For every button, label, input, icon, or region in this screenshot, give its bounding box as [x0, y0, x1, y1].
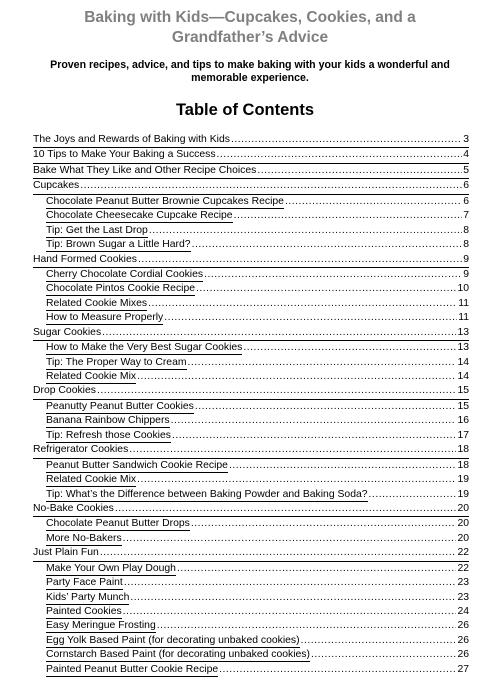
- toc-dot-leader: [219, 663, 456, 677]
- toc-entry-label: Easy Meringue Frosting: [46, 620, 156, 632]
- toc-page-number: 19: [457, 488, 469, 500]
- toc-subsection-link[interactable]: [33, 648, 469, 662]
- toc-page-number: 13: [457, 342, 469, 354]
- toc-subsection-link[interactable]: [33, 238, 469, 252]
- toc-page-number: 27: [457, 663, 469, 675]
- toc-subsection-link[interactable]: [33, 341, 469, 355]
- toc-entry-label: Sugar Cookies: [33, 326, 102, 338]
- toc-entry-label: 10 Tips to Make Your Baking a Success: [33, 149, 216, 161]
- toc-page-number: 24: [457, 606, 469, 617]
- toc-page-number: 11: [458, 297, 469, 309]
- toc-dot-leader: [369, 488, 457, 502]
- toc-section-link[interactable]: [33, 384, 469, 399]
- toc-page-number: 15: [457, 385, 469, 397]
- toc-entry-label: Painted Peanut Butter Cookie Recipe: [46, 663, 219, 675]
- toc-page-number: 20: [457, 502, 469, 514]
- toc-entry-label: No-Bake Cookies: [33, 502, 114, 514]
- toc-subsection-link[interactable]: [33, 619, 469, 633]
- toc-page-number: 7: [463, 210, 469, 222]
- toc-dot-leader: [172, 429, 457, 443]
- toc-entry-label: Bake What They Like and Other Recipe Choices: [33, 164, 257, 176]
- toc-dot-leader: [97, 384, 456, 398]
- toc-subsection-link[interactable]: [33, 414, 469, 428]
- toc-dot-leader: [124, 576, 457, 590]
- toc-dot-leader: [138, 253, 462, 267]
- toc-entry-label: Peanut Butter Sandwich Cookie Recipe: [46, 459, 228, 471]
- toc-entry-label: Make Your Own Play Dough: [46, 562, 176, 574]
- toc-dot-leader: [100, 546, 457, 560]
- toc-page-number: 18: [457, 459, 469, 471]
- toc-page-number: 15: [457, 400, 469, 412]
- toc-dot-leader: [157, 619, 457, 633]
- toc-entry-label: Tip: Get the Last Drop: [46, 224, 148, 236]
- toc-section-link[interactable]: [33, 179, 469, 194]
- toc-entry-label: Related Cookie Mix: [46, 371, 137, 382]
- toc-subsection-link[interactable]: [33, 591, 469, 605]
- toc-page-number: 20: [457, 532, 469, 544]
- toc-subsection-link[interactable]: [33, 663, 469, 677]
- toc-dot-leader: [130, 591, 456, 605]
- toc-dot-leader: [149, 224, 462, 238]
- toc-subsection-link[interactable]: [33, 268, 469, 282]
- toc-page-number: 19: [457, 474, 469, 486]
- toc-dot-leader: [311, 648, 456, 662]
- document-title: Baking with Kids—Cupcakes, Cookies, and a Grandfather’s Advice: [84, 9, 416, 46]
- toc-entry-label: Drop Cookies: [33, 385, 96, 397]
- toc-page-number: 3: [463, 134, 469, 145]
- toc-page-number: 17: [457, 429, 469, 441]
- toc-dot-leader: [129, 443, 456, 457]
- toc-subsection-link[interactable]: [33, 429, 469, 443]
- toc-dot-leader: [196, 282, 456, 296]
- toc-page-number: 14: [457, 356, 469, 368]
- toc-page-number: 5: [463, 164, 469, 176]
- toc-dot-leader: [137, 473, 456, 487]
- toc-section-link[interactable]: [33, 133, 469, 148]
- toc-entry-label: Tip: Brown Sugar a Little Hard?: [46, 239, 191, 251]
- toc-page-number: 9: [463, 253, 469, 265]
- toc-page-number: 26: [457, 649, 469, 661]
- toc-page-number: 11: [458, 312, 469, 324]
- toc-subsection-link[interactable]: [33, 562, 469, 576]
- toc-dot-leader: [192, 238, 463, 252]
- toc-subsection-link[interactable]: [33, 209, 469, 223]
- toc-page-number: 10: [457, 283, 469, 295]
- toc-entry-label: Banana Rainbow Chippers: [46, 415, 170, 427]
- toc-dot-leader: [123, 532, 457, 546]
- toc-dot-leader: [285, 195, 462, 209]
- toc-entry-label: Chocolate Cheesecake Cupcake Recipe: [46, 210, 233, 222]
- toc-dot-leader: [191, 517, 457, 531]
- toc-entry-label: How to Measure Properly: [46, 312, 164, 324]
- toc-entry-label: Related Cookie Mix: [46, 474, 137, 486]
- toc-page-number: 23: [457, 591, 469, 603]
- toc-section-link[interactable]: [33, 326, 469, 341]
- toc-dot-leader: [137, 370, 456, 384]
- toc-subsection-link[interactable]: [33, 459, 469, 473]
- toc-dot-leader: [229, 459, 456, 473]
- toc-entry-label: Related Cookie Mixes: [46, 297, 148, 309]
- toc-page-number: 26: [457, 620, 469, 632]
- toc-entry-label: Peanutty Peanut Butter Cookies: [46, 400, 194, 412]
- toc-subsection-link[interactable]: [33, 282, 469, 296]
- toc-subsection-link[interactable]: [33, 224, 469, 238]
- toc-page-number: 13: [457, 326, 469, 338]
- toc-entry-label: Chocolate Peanut Butter Drops: [46, 518, 190, 530]
- toc-page-number: 6: [463, 180, 469, 192]
- toc-page-number: 22: [457, 547, 469, 559]
- toc-entry-label: Painted Cookies: [46, 606, 122, 617]
- toc-dot-leader: [148, 297, 457, 311]
- toc-subsection-link[interactable]: [33, 634, 469, 648]
- toc-dot-leader: [234, 209, 463, 223]
- toc-page-number: 6: [463, 195, 469, 207]
- toc-subsection-link[interactable]: [33, 576, 469, 590]
- toc-dot-leader: [217, 148, 463, 162]
- toc-entry-label: Just Plain Fun: [33, 547, 99, 559]
- toc-entry-label: Tip: Refresh those Cookies: [46, 429, 171, 441]
- toc-dot-leader: [204, 268, 462, 282]
- toc-heading: Table of Contents: [175, 101, 315, 119]
- toc-dot-leader: [243, 341, 456, 355]
- toc-dot-leader: [123, 605, 457, 619]
- toc-section-link[interactable]: [33, 502, 469, 517]
- toc-section-link[interactable]: [33, 148, 469, 163]
- toc-entry-label: Party Face Paint: [46, 577, 123, 589]
- toc-dot-leader: [301, 634, 457, 648]
- toc-subsection-link[interactable]: [33, 605, 469, 619]
- toc-page-number: 14: [457, 371, 469, 382]
- toc-subsection-link[interactable]: [33, 297, 469, 311]
- toc-entry-label: More No-Bakers: [46, 532, 122, 544]
- toc-dot-leader: [164, 311, 457, 325]
- toc-section-link[interactable]: [33, 253, 469, 268]
- toc-entry-label: Cupcakes: [33, 180, 80, 192]
- toc-dot-leader: [231, 133, 462, 147]
- toc-subsection-link[interactable]: [33, 195, 469, 209]
- toc-dot-leader: [195, 400, 457, 414]
- toc-subsection-link[interactable]: [33, 517, 469, 531]
- toc-page-number: 16: [457, 415, 469, 427]
- toc-dot-leader: [177, 562, 456, 576]
- toc-entry-label: Egg Yolk Based Paint (for decorating unbaked cookies): [46, 634, 300, 646]
- toc-entry-label: Hand Formed Cookies: [33, 253, 137, 265]
- toc-subsection-link[interactable]: [33, 532, 469, 546]
- toc-entry-label: Refrigerator Cookies: [33, 444, 129, 456]
- toc-dot-leader: [115, 502, 457, 516]
- toc-entry-label: Chocolate Peanut Butter Brownie Cupcakes Recipe: [46, 195, 284, 207]
- toc-page-number: 18: [457, 444, 469, 456]
- toc-page-number: 8: [463, 239, 469, 251]
- toc-subsection-link[interactable]: [33, 370, 469, 384]
- toc-page-number: 8: [463, 224, 469, 236]
- toc-page-number: 22: [457, 562, 469, 574]
- toc-subsection-link[interactable]: [33, 356, 469, 370]
- toc-dot-leader: [80, 179, 462, 193]
- toc-subsection-link[interactable]: [33, 311, 469, 325]
- toc-dot-leader: [257, 164, 462, 178]
- toc-page-number: 9: [463, 268, 469, 280]
- toc-section-link[interactable]: [33, 164, 469, 179]
- toc-section-link[interactable]: [33, 546, 469, 561]
- toc-dot-leader: [102, 326, 456, 340]
- toc-page-number: 20: [457, 518, 469, 530]
- toc-subsection-link[interactable]: [33, 488, 469, 502]
- toc-section-link[interactable]: [33, 443, 469, 458]
- toc-entry-label: Chocolate Pintos Cookie Recipe: [46, 283, 196, 295]
- toc-entry-label: How to Make the Very Best Sugar Cookies: [46, 342, 243, 354]
- toc-entry-label: Kids’ Party Munch: [46, 591, 130, 603]
- toc-dot-leader: [188, 356, 457, 370]
- table-of-contents: [33, 133, 469, 677]
- toc-subsection-link[interactable]: [33, 400, 469, 414]
- document-subtitle: Proven recipes, advice, and tips to make baking with your kids a wonderful and memorable experience.: [50, 59, 450, 84]
- toc-entry-label: The Joys and Rewards of Baking with Kids: [33, 134, 230, 145]
- toc-page-number: 26: [457, 634, 469, 646]
- toc-entry-label: Tip: The Proper Way to Cream: [46, 356, 187, 368]
- toc-page-number: 23: [457, 577, 469, 589]
- toc-page-number: 4: [463, 149, 469, 161]
- toc-entry-label: Tip: What’s the Difference between Baking Powder and Baking Soda?: [46, 488, 368, 500]
- toc-entry-label: Cherry Chocolate Cordial Cookies: [46, 268, 204, 280]
- toc-dot-leader: [171, 414, 457, 428]
- toc-entry-label: Cornstarch Based Paint (for decorating unbaked cookies): [46, 649, 310, 661]
- toc-subsection-link[interactable]: [33, 473, 469, 487]
